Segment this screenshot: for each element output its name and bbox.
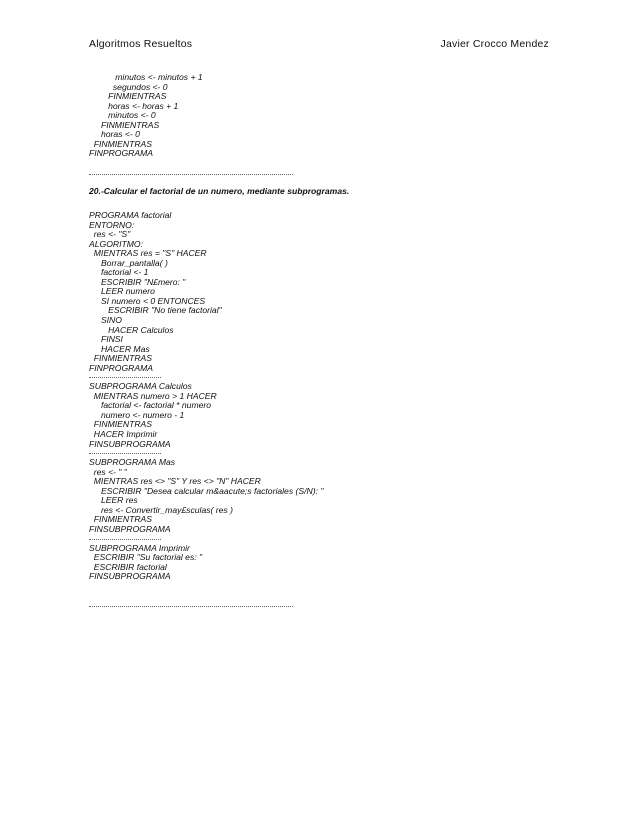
code-line: ESCRIBIR "Su factorial es: " <box>89 552 203 563</box>
code-line: factorial <- 1 <box>89 267 149 278</box>
exercise-title: 20.-Calcular el factorial de un numero, mediante subprogramas. <box>89 186 350 196</box>
code-line: FINPROGRAMA <box>89 148 153 159</box>
code-line: factorial <- factorial * numero <box>89 400 212 411</box>
code-line: FINPROGRAMA <box>89 362 153 373</box>
page-header <box>89 38 549 52</box>
top-code-block <box>89 73 203 159</box>
code-line: SI numero < 0 ENTONCES <box>89 295 206 306</box>
code-line: FINSUBPROGRAMA <box>89 438 171 449</box>
code-line: HACER Calculos <box>89 324 174 335</box>
code-line: ESCRIBIR "N£mero: " <box>89 276 186 287</box>
header-author: Javier Crocco Mendez <box>440 38 549 50</box>
code-line: FINSI <box>89 334 123 345</box>
code-line: LEER numero <box>89 286 155 297</box>
code-line: FINMIENTRAS <box>89 353 153 364</box>
code-line: horas <- 0 <box>89 129 140 140</box>
code-line: ALGORITMO: <box>89 238 143 249</box>
code-line: MIENTRAS numero > 1 HACER <box>89 390 217 401</box>
code-line: ESCRIBIR "No tiene factorial" <box>89 305 222 316</box>
separator-line <box>89 453 161 454</box>
separator-line <box>89 606 293 607</box>
code-line: FINMIENTRAS <box>89 419 153 430</box>
code-line: SUBPROGRAMA Imprimir <box>89 542 190 553</box>
code-line: SINO <box>89 315 122 326</box>
code-line: res <- "S" <box>89 229 131 240</box>
code-line: SUBPROGRAMA Mas <box>89 457 176 468</box>
code-line: res <- Convertir_may£sculas( res ) <box>89 504 233 515</box>
code-line: ESCRIBIR "Desea calcular m&aacute;s factoriales (S/N): " <box>89 485 324 496</box>
code-line: SUBPROGRAMA Calculos <box>89 381 192 392</box>
code-line: ENTORNO: <box>89 219 135 230</box>
code-line: res <- " " <box>89 466 127 477</box>
separator-line <box>89 539 161 540</box>
code-line: ESCRIBIR factorial <box>89 561 167 572</box>
code-line: HACER Imprimir <box>89 429 158 440</box>
code-line: MIENTRAS res = "S" HACER <box>89 248 207 259</box>
code-line: PROGRAMA factorial <box>89 210 172 220</box>
code-line: minutos <- 0 <box>89 110 156 121</box>
program-code-block <box>89 211 323 582</box>
code-line: numero <- numero - 1 <box>89 409 185 420</box>
code-line: FINSUBPROGRAMA <box>89 523 171 534</box>
code-line: horas <- horas + 1 <box>89 100 179 111</box>
separator-line <box>89 377 161 378</box>
code-line: segundos <- 0 <box>89 81 168 92</box>
header-book-title: Algoritmos Resueltos <box>89 38 193 50</box>
code-line: FINSUBPROGRAMA <box>89 571 171 582</box>
code-line: FINMIENTRAS <box>89 138 153 149</box>
code-line: FINMIENTRAS <box>89 91 167 102</box>
code-line: minutos <- minutos + 1 <box>89 72 203 82</box>
code-line: Borrar_pantalla( ) <box>89 257 168 268</box>
code-line: MIENTRAS res <> "S" Y res <> "N" HACER <box>89 476 261 487</box>
code-line: HACER Mas <box>89 343 150 354</box>
separator-line <box>89 174 293 175</box>
code-line: LEER res <box>89 495 138 506</box>
code-line: FINMIENTRAS <box>89 514 153 525</box>
code-line: FINMIENTRAS <box>89 119 160 130</box>
